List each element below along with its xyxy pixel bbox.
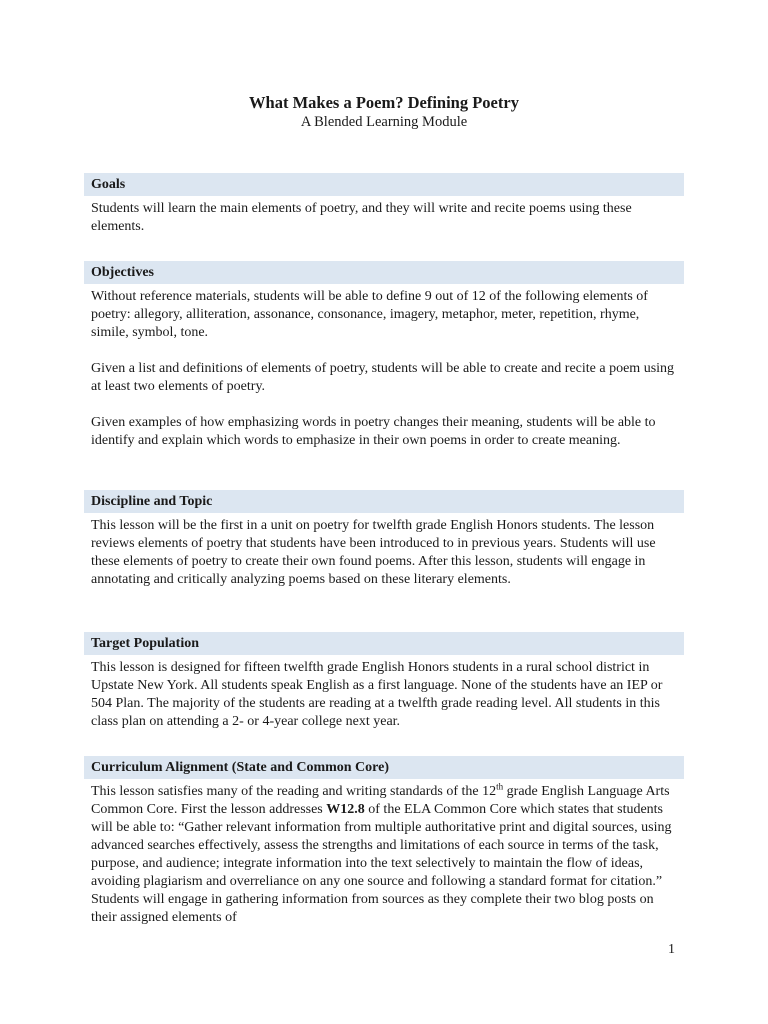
population-paragraph: This lesson is designed for fifteen twelfth grade English Honors students in a rural school district in Upstate New York. All students speak English as a first language. None of the students have an IEP or 504 Plan. The majority of the students are reading at a twelfth grade reading level. All students in this class plan on attending a 2- or 4-year college next year.	[91, 660, 663, 729]
curriculum-section	[84, 756, 684, 927]
curriculum-paragraph	[84, 779, 684, 927]
curriculum-text-b: grade English Language Arts Common Core. First the lesson addresses	[91, 784, 670, 817]
objectives-heading: Objectives	[84, 261, 684, 284]
curriculum-text-c: of the ELA Common Core which states that students will be able to: “Gather relevant information from multiple authoritative print and digital sources, using advanced searches effectively, assess the strengths and limitations of each source in terms of the task, purpose, and audience; integrate information into the text selectively to maintain the flow of ideas, avoiding plagiarism and overreliance on any one source and following a standard format for citation.” Students will engage in gathering information from sources as they complete their two blog posts on their assigned elements of	[91, 802, 672, 925]
goals-heading: Goals	[84, 173, 684, 196]
objectives-paragraph-3: Given examples of how emphasizing words in poetry changes their meaning, students will be able to identify and explain which words to emphasize in their own poems in order to create meaning.	[91, 415, 656, 448]
population-heading: Target Population	[84, 632, 684, 655]
objectives-paragraph-1: Without reference materials, students will be able to define 9 out of 12 of the following elements of poetry: allegory, alliteration, assonance, consonance, imagery, metaphor, meter, repetition, rhyme, simile, symbol, tone.	[91, 289, 648, 340]
curriculum-text-a: This lesson satisfies many of the reading and writing standards of the 12	[91, 784, 497, 799]
discipline-paragraph: This lesson will be the first in a unit on poetry for twelfth grade English Honors students. The lesson reviews elements of poetry that students have been introduced to in previous years. Students will use these elements of poetry to create their own found poems. After this lesson, students will engage in annotating and critically analyzing poems based on these literary elements.	[91, 518, 656, 587]
objectives-paragraph-2: Given a list and definitions of elements of poetry, students will be able to create and recite a poem using at least two elements of poetry.	[91, 361, 675, 394]
curriculum-heading: Curriculum Alignment (State and Common Core)	[84, 756, 684, 779]
superscript-th: th	[496, 781, 504, 792]
goals-section	[84, 173, 684, 236]
standard-code: W12.8	[326, 802, 365, 817]
discipline-heading: Discipline and Topic	[84, 490, 684, 513]
goals-paragraph: Students will learn the main elements of poetry, and they will write and recite poems using these elements.	[91, 201, 632, 234]
population-section	[84, 632, 684, 731]
discipline-section	[84, 490, 684, 589]
objectives-section	[84, 261, 684, 450]
document-title: What Makes a Poem? Defining Poetry	[249, 93, 519, 112]
page-number: 1	[668, 942, 675, 957]
document-subtitle: A Blended Learning Module	[300, 114, 468, 130]
